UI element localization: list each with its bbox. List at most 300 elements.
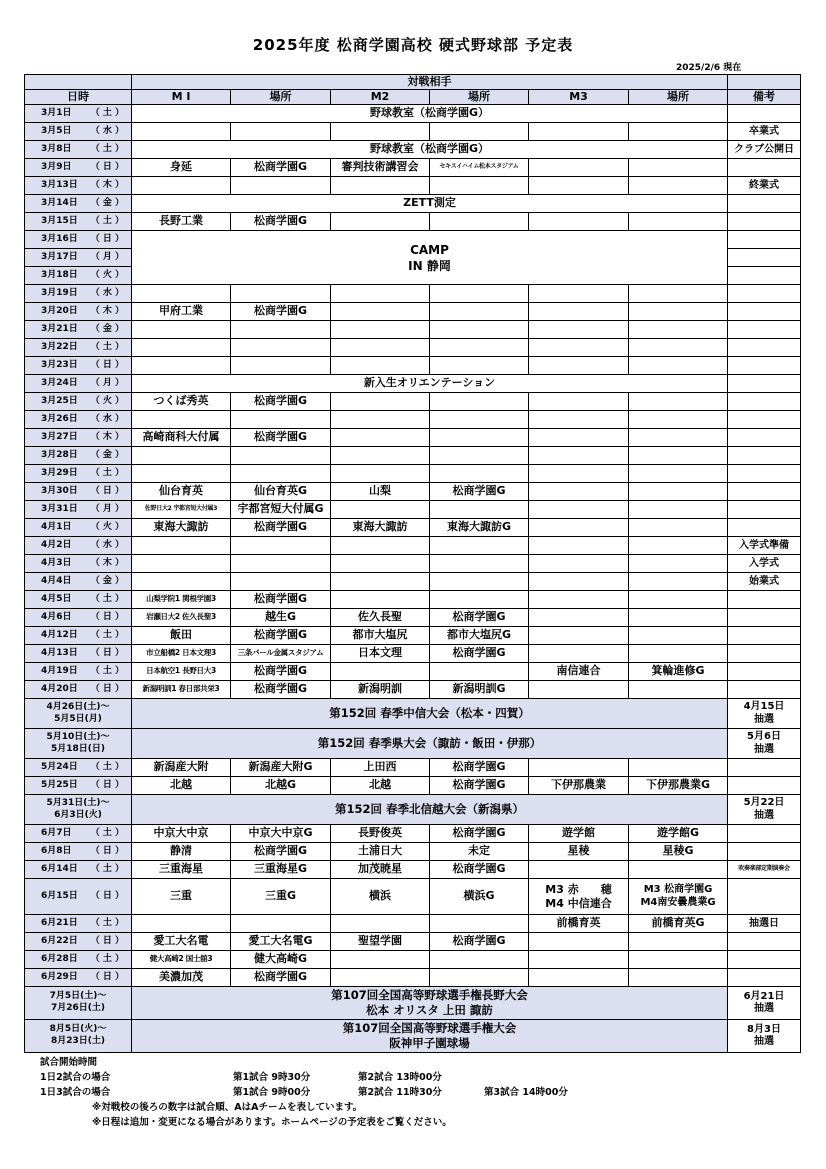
- schedule-row: [25, 159, 801, 177]
- date-day: 3月9日: [41, 162, 72, 173]
- opponent-m1: 中京大中京: [132, 825, 231, 843]
- place-m1: [231, 447, 331, 465]
- place-m1: 松商学園G: [231, 213, 331, 231]
- remarks-cell: [728, 195, 801, 213]
- date-cell: [25, 879, 132, 915]
- tournament-end: 8月23日(土): [50, 1036, 105, 1046]
- schedule-row: [25, 777, 801, 795]
- opponent-m3: [529, 303, 629, 321]
- date-weekday: （ 水 ）: [90, 540, 124, 551]
- date-cell: [25, 105, 132, 123]
- two-games-label: 1日2試合の場合: [40, 1072, 111, 1083]
- date-day: 3月26日: [41, 414, 78, 425]
- opponent-m2: [331, 285, 430, 303]
- place-m3: [629, 483, 728, 501]
- opponent-m3: [529, 573, 629, 591]
- place-m2: [430, 321, 529, 339]
- schedule-row: [25, 177, 801, 195]
- opponent-m1: [132, 123, 231, 141]
- place-m3: [629, 555, 728, 573]
- remarks-cell: [728, 627, 801, 645]
- opponent-m1: 高崎商科大付属: [132, 429, 231, 447]
- opponent-m1: 愛工大名電: [132, 933, 231, 951]
- place-m3: [629, 573, 728, 591]
- opponent-m2: [331, 465, 430, 483]
- opponent-m2: 佐久長聖: [331, 609, 430, 627]
- opponent-m2: 都市大塩尻: [331, 627, 430, 645]
- date-weekday: （ 金 ）: [90, 576, 124, 587]
- date-day: 4月6日: [41, 612, 72, 623]
- tournament-draw: [728, 699, 801, 729]
- header-remarks: 備考: [728, 90, 801, 105]
- opponent-m1: [132, 339, 231, 357]
- remarks-cell: [728, 411, 801, 429]
- schedule-row: [25, 627, 801, 645]
- date-cell: [25, 555, 132, 573]
- place-m3: [629, 969, 728, 987]
- draw-date: 4月15日: [743, 701, 785, 712]
- opponent-m2: [331, 915, 430, 933]
- place-m2: [430, 465, 529, 483]
- remarks-cell: [728, 591, 801, 609]
- place-m3: [629, 177, 728, 195]
- place-m3: [629, 519, 728, 537]
- date-weekday: （ 日 ）: [90, 936, 124, 947]
- opponent-m2: 上田西: [331, 759, 430, 777]
- opponent-m3: 下伊那農業: [529, 777, 629, 795]
- date-weekday: （ 日 ）: [90, 360, 124, 371]
- two-games-second: 第2試合 13時00分: [358, 1072, 442, 1083]
- opponent-m1: 新潟産大附: [132, 759, 231, 777]
- place-m3: [629, 933, 728, 951]
- schedule-row: [25, 825, 801, 843]
- schedule-table: [24, 74, 801, 1053]
- schedule-row: [25, 483, 801, 501]
- opponent-m3: [529, 879, 629, 915]
- date-day: 3月8日: [41, 144, 72, 155]
- schedule-row: [25, 681, 801, 699]
- header-m3: M3: [529, 90, 629, 105]
- place-m1: [231, 411, 331, 429]
- opponent-m1: [132, 555, 231, 573]
- date-weekday: （ 土 ）: [90, 954, 124, 965]
- event-span-cell: 野球教室（松商学園G）: [132, 105, 728, 123]
- header-blank: [25, 75, 132, 90]
- opponent-m3: [529, 123, 629, 141]
- place-m2: 未定: [430, 843, 529, 861]
- draw-label: 抽選: [754, 743, 774, 755]
- opponent-m3: [529, 933, 629, 951]
- schedule-row: [25, 609, 801, 627]
- place-m2: [430, 339, 529, 357]
- date-cell: [25, 591, 132, 609]
- opponent-m2: [331, 573, 430, 591]
- opponent-m2: 横浜: [331, 879, 430, 915]
- date-day: 3月16日: [41, 234, 78, 245]
- date-cell: [25, 159, 132, 177]
- opponent-m1: [132, 537, 231, 555]
- date-weekday: （ 日 ）: [90, 684, 124, 695]
- draw-date: 5月6日: [747, 731, 781, 742]
- place-m3: [629, 951, 728, 969]
- date-cell: [25, 501, 132, 519]
- opponent-m3: [529, 213, 629, 231]
- opponent-m3: [529, 591, 629, 609]
- place-m1: 愛工大名電G: [231, 933, 331, 951]
- date-cell: [25, 663, 132, 681]
- opponent-m3: 遊学館: [529, 825, 629, 843]
- date-weekday: （ 土 ）: [90, 666, 124, 677]
- date-weekday: （ 日 ）: [90, 972, 124, 983]
- tournament-venue: 松本 オリスタ 上田 諏訪: [366, 1003, 493, 1017]
- place-m3: [629, 465, 728, 483]
- opponent-m1: 佐野日大2 宇都宮短大付属3: [132, 501, 231, 519]
- place-m2: 松商学園G: [430, 645, 529, 663]
- place-m3: [629, 321, 728, 339]
- opponent-m3: [529, 339, 629, 357]
- remarks-cell: [728, 303, 801, 321]
- opponent-m1: 静清: [132, 843, 231, 861]
- three-games-first: 第1試合 9時00分: [233, 1087, 311, 1098]
- remarks-cell: 抽選日: [728, 915, 801, 933]
- remarks-cell: [728, 645, 801, 663]
- opponent-m2: [331, 591, 430, 609]
- place-m3: [629, 591, 728, 609]
- place-m1: 宇都宮短大付属G: [231, 501, 331, 519]
- remarks-cell: [728, 933, 801, 951]
- schedule-row: [25, 645, 801, 663]
- date-weekday: （ 月 ）: [90, 252, 124, 263]
- opponent-m2: [331, 501, 430, 519]
- opponent-m3-line: M3 赤 穂: [545, 882, 612, 896]
- date-cell: [25, 429, 132, 447]
- date-weekday: （ 金 ）: [90, 324, 124, 335]
- opponent-m2: [331, 663, 430, 681]
- tournament-end: 6月3日(火): [54, 809, 102, 820]
- three-games-label: 1日3試合の場合: [40, 1087, 111, 1098]
- date-cell: [25, 573, 132, 591]
- date-day: 5月24日: [41, 762, 78, 773]
- opponent-m2: [331, 123, 430, 141]
- event-span-cell: 新入生オリエンテーション: [132, 375, 728, 393]
- schedule-row: [25, 663, 801, 681]
- schedule-row: [25, 123, 801, 141]
- date-cell: [25, 645, 132, 663]
- opponent-m3: 星稜: [529, 843, 629, 861]
- remarks-cell: [728, 393, 801, 411]
- opponent-m3: [529, 519, 629, 537]
- date-cell: [25, 447, 132, 465]
- schedule-row: [25, 933, 801, 951]
- opponent-m1: 身延: [132, 159, 231, 177]
- place-m2: セキスイハイム松本スタジアム: [430, 159, 529, 177]
- header-place3: 場所: [629, 90, 728, 105]
- place-m2: [430, 357, 529, 375]
- place-m2: [430, 411, 529, 429]
- schedule-row: [25, 105, 801, 123]
- date-day: 4月2日: [41, 540, 72, 551]
- date-weekday: （ 火 ）: [90, 522, 124, 533]
- date-cell: [25, 303, 132, 321]
- opponent-m1: 山梨学院1 関根学園3: [132, 591, 231, 609]
- tournament-row: [25, 729, 801, 759]
- date-cell: [25, 375, 132, 393]
- place-m4-line: M4南安曇農業G: [640, 896, 716, 908]
- opponent-m1: [132, 411, 231, 429]
- camp-cell: [132, 231, 728, 285]
- opponent-m1: [132, 465, 231, 483]
- opponent-m3: [529, 429, 629, 447]
- place-m1: 松商学園G: [231, 663, 331, 681]
- tournament-dates: [25, 699, 132, 729]
- opponent-m3: [529, 609, 629, 627]
- place-m3: [629, 339, 728, 357]
- draw-date: 6月21日: [743, 990, 785, 1002]
- date-day: 6月29日: [41, 972, 78, 983]
- tournament-draw: [728, 987, 801, 1020]
- place-m3-line: M3 松商学園G: [643, 884, 713, 895]
- date-cell: [25, 195, 132, 213]
- date-weekday: （ 土 ）: [90, 216, 124, 227]
- date-weekday: （ 木 ）: [90, 432, 124, 443]
- draw-date: 5月22日: [743, 797, 785, 808]
- tournament-name: 第152回 春季北信越大会（新潟県）: [132, 795, 728, 825]
- place-m2: [430, 285, 529, 303]
- date-weekday: （ 金 ）: [90, 198, 124, 209]
- opponent-m1: [132, 285, 231, 303]
- opponent-m1: 甲府工業: [132, 303, 231, 321]
- opponent-m1: 市立船橋2 日本文理3: [132, 645, 231, 663]
- opponent-m2: [331, 429, 430, 447]
- opponent-m3: [529, 411, 629, 429]
- place-m1: 越生G: [231, 609, 331, 627]
- remarks-cell: [728, 321, 801, 339]
- date-cell: [25, 627, 132, 645]
- date-weekday: （ 日 ）: [90, 780, 124, 791]
- opponent-m2: 土浦日大: [331, 843, 430, 861]
- tournament-dates: [25, 729, 132, 759]
- date-cell: [25, 483, 132, 501]
- tournament-start: 7月5日(土)～: [49, 991, 107, 1002]
- place-m1: [231, 285, 331, 303]
- place-m2: [430, 969, 529, 987]
- place-m3: [629, 213, 728, 231]
- date-cell: [25, 915, 132, 933]
- date-weekday: （ 土 ）: [90, 342, 124, 353]
- opponent-m3: [529, 861, 629, 879]
- remarks-cell: [728, 465, 801, 483]
- place-m3: [629, 501, 728, 519]
- event-span-cell: 野球教室（松商学園G）: [132, 141, 728, 159]
- date-day: 4月20日: [41, 684, 78, 695]
- draw-label: 抽選: [754, 1036, 774, 1047]
- opponent-m2: [331, 213, 430, 231]
- opponent-m1: [132, 357, 231, 375]
- note-changes: ※日程は追加・変更になる場合があります。ホームページの予定表をご覧ください。: [92, 1117, 452, 1128]
- opponent-m1: 長野工業: [132, 213, 231, 231]
- place-m1: [231, 537, 331, 555]
- schedule-row: [25, 357, 801, 375]
- header-date: 日時: [25, 90, 132, 105]
- place-m3: [629, 627, 728, 645]
- date-cell: [25, 843, 132, 861]
- place-m1: 松商学園G: [231, 627, 331, 645]
- date-day: 3月20日: [41, 306, 78, 317]
- opponent-m3: [529, 285, 629, 303]
- remarks-cell: 卒業式: [728, 123, 801, 141]
- tournament-row: [25, 699, 801, 729]
- remarks-cell: [728, 879, 801, 915]
- date-weekday: （ 月 ）: [90, 504, 124, 515]
- date-weekday: （ 水 ）: [90, 126, 124, 137]
- opponent-m3: [529, 645, 629, 663]
- opponent-m2: [331, 537, 430, 555]
- date-day: 3月24日: [41, 378, 78, 389]
- opponent-m1: 美濃加茂: [132, 969, 231, 987]
- opponent-m3: [529, 177, 629, 195]
- tournament-draw: [728, 729, 801, 759]
- tournament-draw: [728, 795, 801, 825]
- date-day: 3月1日: [41, 108, 72, 119]
- place-m2: [430, 915, 529, 933]
- date-cell: [25, 213, 132, 231]
- tournament-row: [25, 795, 801, 825]
- date-cell: [25, 123, 132, 141]
- date-weekday: （ 日 ）: [90, 162, 124, 173]
- date-cell: [25, 177, 132, 195]
- place-m2: [430, 447, 529, 465]
- date-day: 4月4日: [41, 576, 72, 587]
- place-m3: 前橋育英G: [629, 915, 728, 933]
- opponent-m1: 健大高崎2 国士舘3: [132, 951, 231, 969]
- remarks-cell: [728, 777, 801, 795]
- opponent-m2: 新潟明訓: [331, 681, 430, 699]
- schedule-row: [25, 429, 801, 447]
- schedule-row: [25, 501, 801, 519]
- opponent-m1: 日本航空1 長野日大3: [132, 663, 231, 681]
- remarks-cell: [728, 759, 801, 777]
- remarks-cell: 終業式: [728, 177, 801, 195]
- tournament-title: 第107回全国高等野球選手権大会: [342, 1021, 517, 1036]
- opponent-m3: [529, 357, 629, 375]
- place-m2: 松商学園G: [430, 825, 529, 843]
- opponent-m2: 審判技術講習会: [331, 159, 430, 177]
- remarks-cell: [728, 249, 801, 267]
- opponent-m3: [529, 465, 629, 483]
- date-weekday: （ 月 ）: [90, 378, 124, 389]
- remarks-cell: [728, 825, 801, 843]
- place-m1: [231, 177, 331, 195]
- tournament-name: 第152回 春季県大会（諏訪・飯田・伊那）: [132, 729, 728, 759]
- date-cell: [25, 411, 132, 429]
- place-m1: 三重海星G: [231, 861, 331, 879]
- place-m2: 松商学園G: [430, 861, 529, 879]
- date-cell: [25, 141, 132, 159]
- date-weekday: （ 木 ）: [90, 180, 124, 191]
- opponent-m2: [331, 339, 430, 357]
- opponent-m1: [132, 177, 231, 195]
- place-m2: [430, 303, 529, 321]
- place-m3: [629, 861, 728, 879]
- date-weekday: （ 金 ）: [90, 450, 124, 461]
- opponent-m3: [529, 501, 629, 519]
- date-cell: [25, 861, 132, 879]
- tournament-start: 8月5日(火)～: [49, 1024, 107, 1035]
- header-opponent: 対戦相手: [132, 75, 728, 90]
- remarks-cell: [728, 681, 801, 699]
- opponent-m3: [529, 951, 629, 969]
- place-m3: [629, 447, 728, 465]
- date-day: 3月15日: [41, 216, 78, 227]
- place-m1: [231, 555, 331, 573]
- date-weekday: （ 土 ）: [90, 828, 124, 839]
- opponent-m2: [331, 447, 430, 465]
- place-m1: 北越G: [231, 777, 331, 795]
- opponent-m2: [331, 951, 430, 969]
- remarks-cell: [728, 429, 801, 447]
- place-m2: [430, 393, 529, 411]
- place-m2: [430, 429, 529, 447]
- place-m2: [430, 591, 529, 609]
- place-m3: 遊学館G: [629, 825, 728, 843]
- tournament-name: 第152回 春季中信大会（松本・四賀）: [132, 699, 728, 729]
- opponent-m4-line: M4 中信連合: [545, 896, 612, 910]
- place-m1: 新潟産大附G: [231, 759, 331, 777]
- opponent-m2: 加茂暁星: [331, 861, 430, 879]
- place-m1: 松商学園G: [231, 303, 331, 321]
- header-place1: 場所: [231, 90, 331, 105]
- opponent-m1: 仙台育英: [132, 483, 231, 501]
- opponent-m3: 南信連合: [529, 663, 629, 681]
- date-day: 6月7日: [41, 828, 72, 839]
- remarks-cell: [728, 375, 801, 393]
- date-cell: [25, 609, 132, 627]
- date-weekday: （ 土 ）: [90, 864, 124, 875]
- opponent-m1: 飯田: [132, 627, 231, 645]
- place-m1: 松商学園G: [231, 969, 331, 987]
- opponent-m2: [331, 555, 430, 573]
- date-weekday: （ 火 ）: [90, 270, 124, 281]
- tournament-row: [25, 1020, 801, 1053]
- date-day: 4月5日: [41, 594, 72, 605]
- date-weekday: （ 土 ）: [90, 108, 124, 119]
- event-span-cell: ZETT測定: [132, 195, 728, 213]
- opponent-m3: [529, 537, 629, 555]
- remarks-cell: [728, 267, 801, 285]
- place-m3: [629, 429, 728, 447]
- opponent-m1: 新潟明訓1 春日部共栄3: [132, 681, 231, 699]
- opponent-m1: [132, 447, 231, 465]
- date-weekday: （ 木 ）: [90, 306, 124, 317]
- opponent-m1: 東海大諏訪: [132, 519, 231, 537]
- place-m3: [629, 759, 728, 777]
- schedule-row: [25, 375, 801, 393]
- opponent-m1: [132, 321, 231, 339]
- place-m1: [231, 357, 331, 375]
- schedule-row: [25, 321, 801, 339]
- place-m2: 松商学園G: [430, 759, 529, 777]
- tournament-name: [132, 987, 728, 1020]
- opponent-m2: [331, 393, 430, 411]
- schedule-row: [25, 843, 801, 861]
- opponent-m2: [331, 177, 430, 195]
- place-m2: [430, 555, 529, 573]
- remarks-cell: [728, 285, 801, 303]
- draw-label: 抽選: [754, 1003, 774, 1014]
- remarks-cell: [728, 951, 801, 969]
- date-cell: [25, 969, 132, 987]
- date-day: 3月13日: [41, 180, 78, 191]
